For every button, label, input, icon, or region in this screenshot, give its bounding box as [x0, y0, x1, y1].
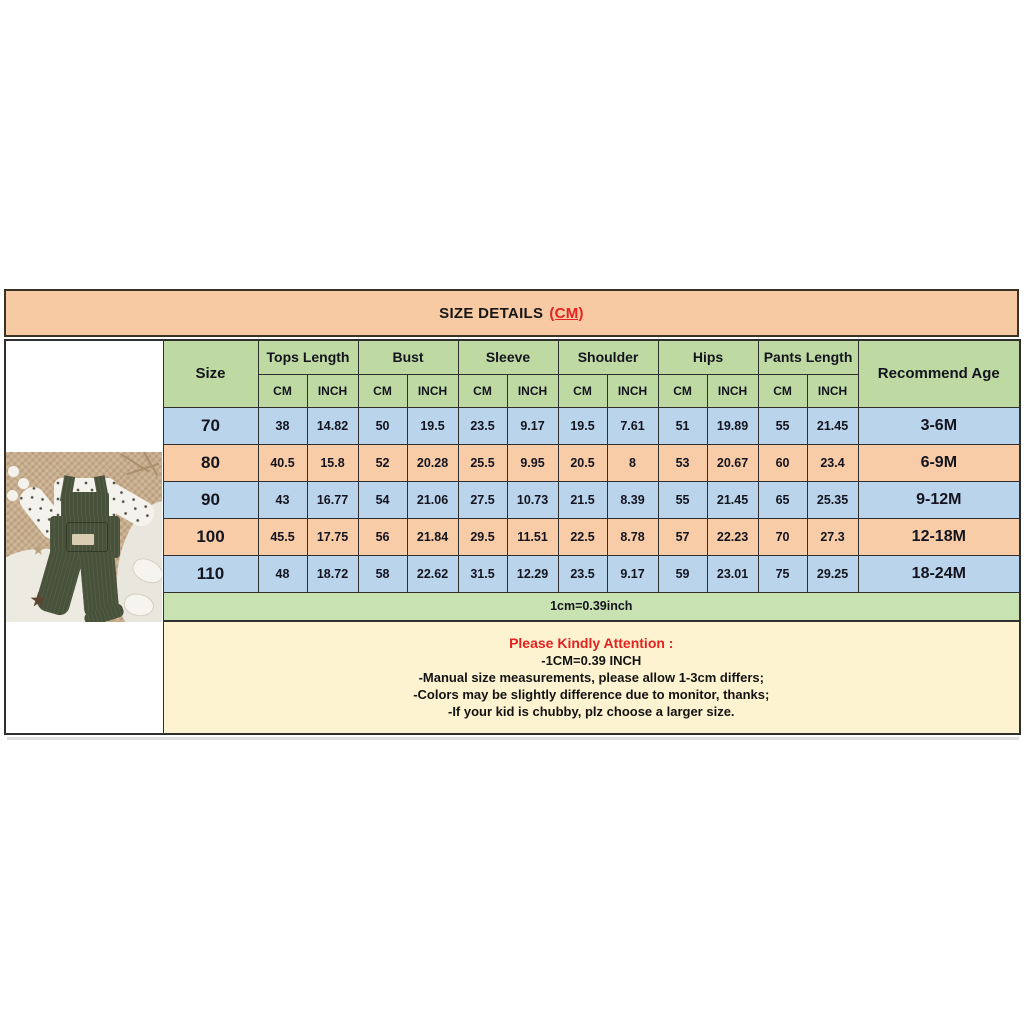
unit-header: INCH — [507, 374, 558, 407]
age-value: 12-18M — [858, 518, 1020, 555]
note-line-4: -If your kid is chubby, plz choose a larger size. — [447, 704, 735, 719]
column-header-recommend-age: Recommend Age — [858, 340, 1020, 407]
cotton-flower — [8, 466, 19, 477]
table-row-80: 80 40.5 15.8 52 20.28 25.5 9.95 20.5 8 53 20.67 60 23.4 6-9M — [5, 444, 1020, 481]
unit-header: INCH — [707, 374, 758, 407]
table-row-70: 70 38 14.82 50 19.5 23.5 9.17 19.5 7.61 51 19.89 55 21.45 3-6M — [5, 407, 1020, 444]
column-header-tops-length: Tops Length — [258, 340, 358, 374]
unit-header: CM — [758, 374, 807, 407]
column-header-hips: Hips — [658, 340, 758, 374]
column-header-sleeve: Sleeve — [458, 340, 558, 374]
size-value: 100 — [163, 518, 258, 555]
column-header-pants-length: Pants Length — [758, 340, 858, 374]
size-value: 70 — [163, 407, 258, 444]
table-drop-shadow — [7, 737, 1019, 740]
conversion-note: 1cm=0.39inch — [163, 592, 1020, 621]
notes-panel — [163, 621, 1020, 734]
unit-header: CM — [258, 374, 307, 407]
unit-header: CM — [558, 374, 607, 407]
table-row-90: 90 43 16.77 54 21.06 27.5 10.73 21.5 8.39 55 21.45 65 25.35 9-12M — [5, 481, 1020, 518]
age-value: 18-24M — [858, 555, 1020, 592]
product-photo — [6, 452, 162, 622]
table-row-100: 100 45.5 17.75 56 21.84 29.5 11.51 22.5 8.78 57 22.23 70 27.3 12-18M — [5, 518, 1020, 555]
banner-unit: (CM) — [549, 304, 584, 322]
banner-title: SIZE DETAILS — [439, 304, 544, 322]
note-line-2: -Manual size measurements, please allow 1-3cm differs; — [418, 670, 764, 685]
column-header-bust: Bust — [358, 340, 458, 374]
note-line-1: -1CM=0.39 INCH — [541, 653, 642, 668]
size-table — [4, 339, 1021, 735]
age-value: 3-6M — [858, 407, 1020, 444]
table-row-110: 110 48 18.72 58 22.62 31.5 12.29 23.5 9.17 59 23.01 75 29.25 18-24M — [5, 555, 1020, 592]
note-line-3: -Colors may be slightly difference due to monitor, thanks; — [413, 687, 770, 702]
product-photo-cell — [5, 340, 163, 734]
unit-header: INCH — [307, 374, 358, 407]
age-value: 9-12M — [858, 481, 1020, 518]
pocket-label — [72, 534, 94, 545]
unit-header: CM — [658, 374, 707, 407]
unit-header: INCH — [607, 374, 658, 407]
age-value: 6-9M — [858, 444, 1020, 481]
unit-header: CM — [358, 374, 407, 407]
unit-header: INCH — [807, 374, 858, 407]
unit-header: CM — [458, 374, 507, 407]
size-value: 80 — [163, 444, 258, 481]
column-header-shoulder: Shoulder — [558, 340, 658, 374]
cotton-flower — [7, 490, 18, 501]
attention-title: Please Kindly Attention : — [509, 635, 674, 651]
size-value: 110 — [163, 555, 258, 592]
size-value: 90 — [163, 481, 258, 518]
column-header-size: Size — [163, 340, 258, 407]
size-details-banner — [4, 289, 1019, 337]
unit-header: INCH — [407, 374, 458, 407]
